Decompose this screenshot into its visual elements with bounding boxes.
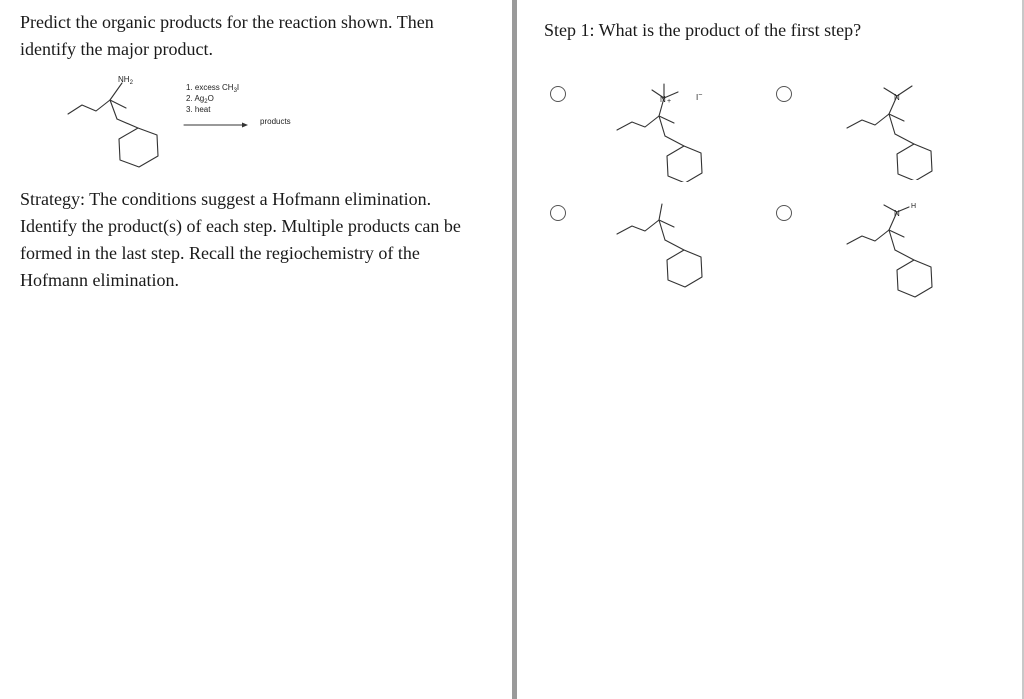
step-pane xyxy=(517,0,1024,699)
question-prompt: Predict the organic products for the reaction shown. Then identify the major product. xyxy=(20,12,434,59)
option-a-n-label: N xyxy=(660,95,666,104)
option-c-radio[interactable] xyxy=(550,205,566,221)
svg-text:2. Ag2O: 2. $Ag_2O$ xyxy=(186,94,214,105)
option-d-n-label: N xyxy=(894,209,900,218)
reaction-arrow xyxy=(184,123,248,128)
strategy-text: Strategy: The conditions suggest a Hofmann elimination. Identify the product(s) of each step. Multiple products can be formed in the last step. Recall the regiochemistry of the Hofmann elimination. xyxy=(20,189,461,290)
option-c-structure[interactable] xyxy=(612,194,722,294)
option-d-h-label: H xyxy=(911,203,917,210)
svg-text:1. excess CH3I: 1. excess $CH_3I$ xyxy=(186,83,240,94)
reactant-nh2-label: $NH_2$ xyxy=(118,75,133,86)
option-a-radio[interactable] xyxy=(550,86,566,102)
option-b-radio[interactable] xyxy=(776,86,792,102)
reactant-structure xyxy=(68,75,158,167)
option-a-charge: + xyxy=(667,98,672,105)
option-b-n-label: N xyxy=(894,93,900,102)
step1-title: Step 1: What is the product of the first step? xyxy=(544,20,862,40)
option-d-structure[interactable] xyxy=(842,196,952,306)
reaction-conditions xyxy=(186,83,239,114)
option-d-radio[interactable] xyxy=(776,205,792,221)
option-a-counterion: I− xyxy=(696,92,703,102)
reaction-scheme xyxy=(60,70,360,180)
option-a-structure[interactable] xyxy=(612,82,722,182)
products-label: products xyxy=(260,117,291,126)
svg-text:3. heat: 3. heat xyxy=(186,105,211,114)
option-b-structure[interactable] xyxy=(842,80,952,180)
